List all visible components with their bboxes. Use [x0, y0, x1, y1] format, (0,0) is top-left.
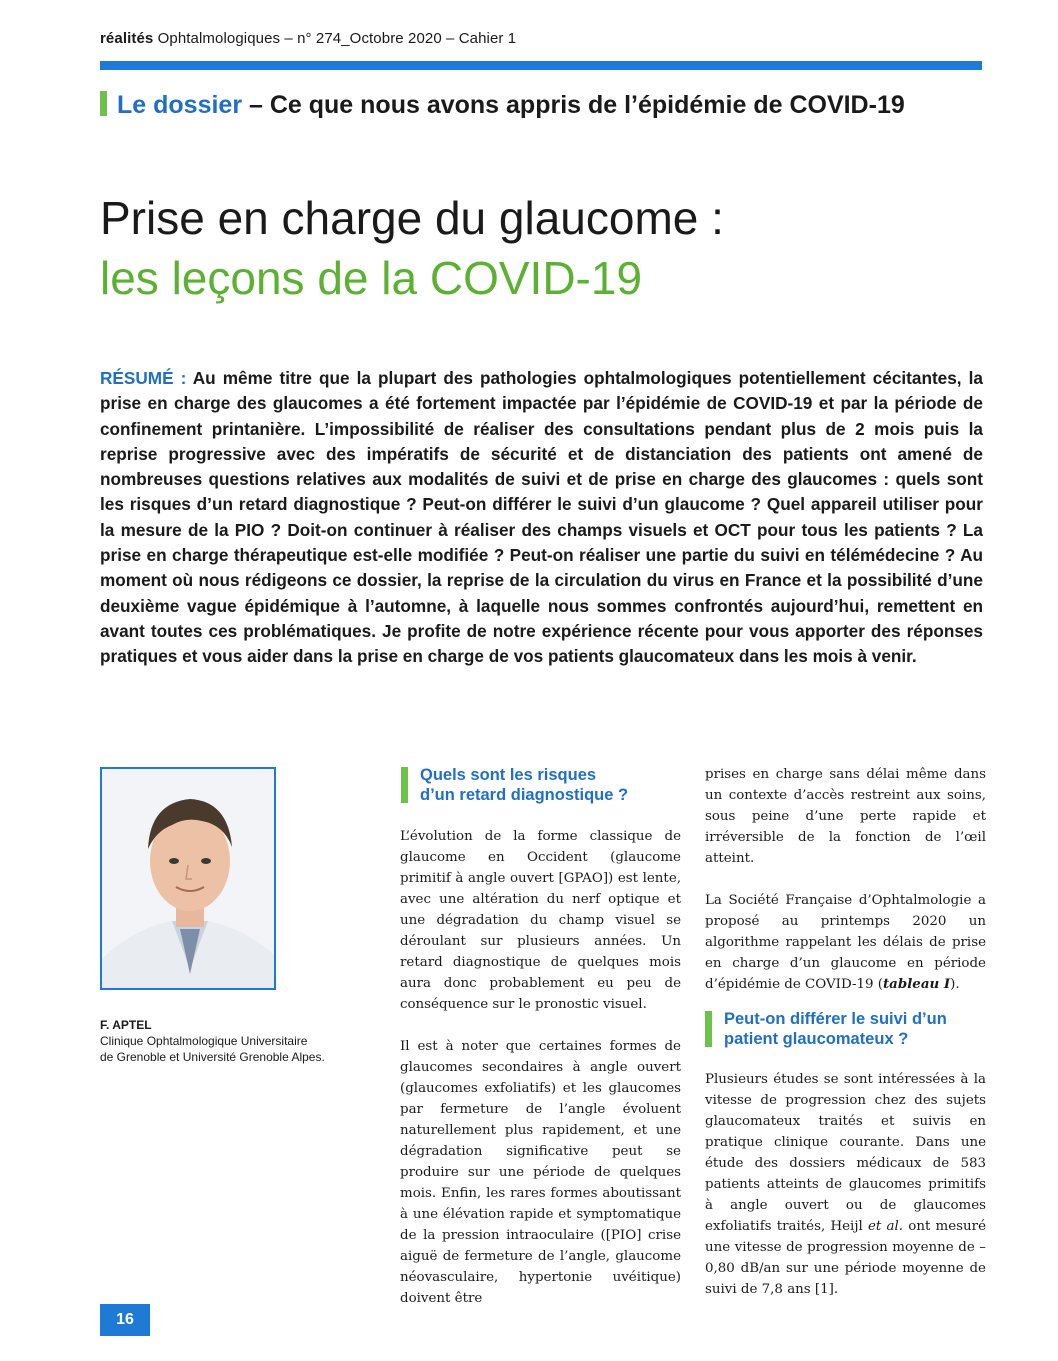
- heading-marker: [705, 1011, 712, 1047]
- paragraph: [705, 1069, 986, 1300]
- paragraph: [705, 890, 986, 995]
- body-column-1: [400, 826, 681, 1330]
- paragraph-text: ).: [950, 977, 960, 992]
- body-column-2-bottom: [705, 1069, 986, 1321]
- abstract-text: Au même titre que la plupart des pathologies ophtalmologiques potentiellement cécitantes, la prise en charge des glaucomes a été fortement impactée par l’épidémie de COVID-19 et par la période de confinement printanière. L’impossibilité de réaliser des consultations pendant plus de 2 mois puis la reprise progressive avec des impératifs de sécurité et de distanciation des patients ont amené de nombreuses questions relatives aux modalités de suivi et de prise en charge des glaucomes : quels sont les risques d’un retard diagnostique ? Peut-on différer le suivi d’un glaucome ? Quel appareil utiliser pour la mesure de la PIO ? Doit-on continuer à réaliser des champs visuels et OCT pour tous les patients ? La prise en charge thérapeutique est-elle modifiée ? Peut-on réaliser une partie du suivi en télémédecine ? Au moment où nous rédigeons ce dossier, la reprise de la circulation du virus en France et la possibilité d’une deuxième vague épidémique à l’automne, à laquelle nous sommes confrontés aujourd’hui, remettent en avant toutes ces problématiques. Je profite de notre expérience récente pour vous apporter des réponses pratiques et vous aider dans la prise en charge de vos patients glaucomateux dans les mois à venir.: [100, 368, 983, 667]
- running-header: [100, 30, 516, 47]
- section-heading-retard: [401, 765, 681, 805]
- heading-marker: [401, 767, 408, 803]
- author-affiliation-1: Clinique Ophtalmologique Universitaire: [100, 1034, 308, 1048]
- paragraph: L’évolution de la forme classique de glaucome en Occident (glaucome primitif à angle ouvert [GPAO]) est lente, avec une altération du nerf optique et une dégradation du champ visuel se déroulant sur plusieurs années. Un retard diagnostique de quelques mois aura donc probablement eu peu de conséquence sur le pronostic visuel.: [400, 829, 681, 1012]
- article-title: [100, 188, 724, 308]
- heading-line-2: d’un retard diagnostique ?: [420, 786, 629, 804]
- author-block: [100, 1017, 325, 1065]
- page-number: 16: [100, 1304, 150, 1336]
- heading-line-1: Quels sont les risques: [420, 766, 597, 784]
- abstract: [100, 366, 983, 670]
- author-name: F. APTEL: [100, 1018, 152, 1032]
- section-heading-suivi: [705, 1009, 985, 1049]
- title-line-1: Prise en charge du glaucome :: [100, 192, 724, 244]
- author-photo: [100, 767, 276, 990]
- body-column-2-top: [705, 764, 986, 1016]
- title-line-2: les leçons de la COVID-19: [100, 252, 643, 304]
- heading-line-1: Peut-on différer le suivi d’un: [724, 1010, 947, 1028]
- author-portrait-illustration: [102, 769, 276, 990]
- paragraph-text: ont mesuré une vitesse de progression moyenne de –0,80 dB/an sur une période moyenne de suivi de 7,8 ans [1].: [705, 1219, 986, 1297]
- paragraph-text: Plusieurs études se sont intéressées à la vitesse de progression chez des sujets glaucomateux traités et suivis en pratique clinique courante. Dans une étude des dossiers médicaux de 583 patients atteints de glaucomes primitifs à angle ouvert ou de glaucomes exfoliatifs traités, Heijl: [705, 1072, 986, 1234]
- et-al: et al.: [868, 1219, 904, 1234]
- dossier-marker: [100, 91, 107, 116]
- header-rule: [100, 61, 982, 70]
- paragraph: prises en charge sans délai même dans un contexte d’accès restreint aux soins, sous peine d’une perte rapide et irréversible de la fonction de l’œil atteint.: [705, 767, 986, 866]
- dossier-topic: – Ce que nous avons appris de l’épidémie de COVID-19: [242, 91, 905, 119]
- dossier-banner: [100, 91, 905, 120]
- table-reference: tableau I: [883, 976, 951, 992]
- author-affiliation-2: de Grenoble et Université Grenoble Alpes.: [100, 1050, 325, 1064]
- paragraph: Il est à noter que certaines formes de glaucomes secondaires à angle ouvert (glaucomes exfoliatifs) et les glaucomes par fermeture de l’angle évoluent naturellement plus rapidement, et une dégradation significative peut se produire sur une période de quelques mois. Enfin, les rares formes aboutissant à une élévation rapide et symptomatique de la pression intraoculaire ([PIO] crise aiguë de fermeture de l’angle, glaucome néovasculaire, hypertonie uvéitique) doivent être: [400, 1039, 681, 1306]
- heading-line-2: patient glaucomateux ?: [724, 1030, 909, 1048]
- abstract-label: RÉSUMÉ :: [100, 368, 187, 388]
- issue-info: Ophtalmologiques – n° 274_Octobre 2020 – Cahier 1: [153, 30, 517, 47]
- paragraph-text: La Société Française d’Ophtalmologie a proposé au printemps 2020 un algorithme rappelant les délais de prise en charge d’un glaucome en période d’épidémie de COVID-19 (: [705, 893, 986, 992]
- dossier-label: Le dossier: [117, 91, 243, 119]
- journal-brand: réalités: [100, 30, 154, 47]
